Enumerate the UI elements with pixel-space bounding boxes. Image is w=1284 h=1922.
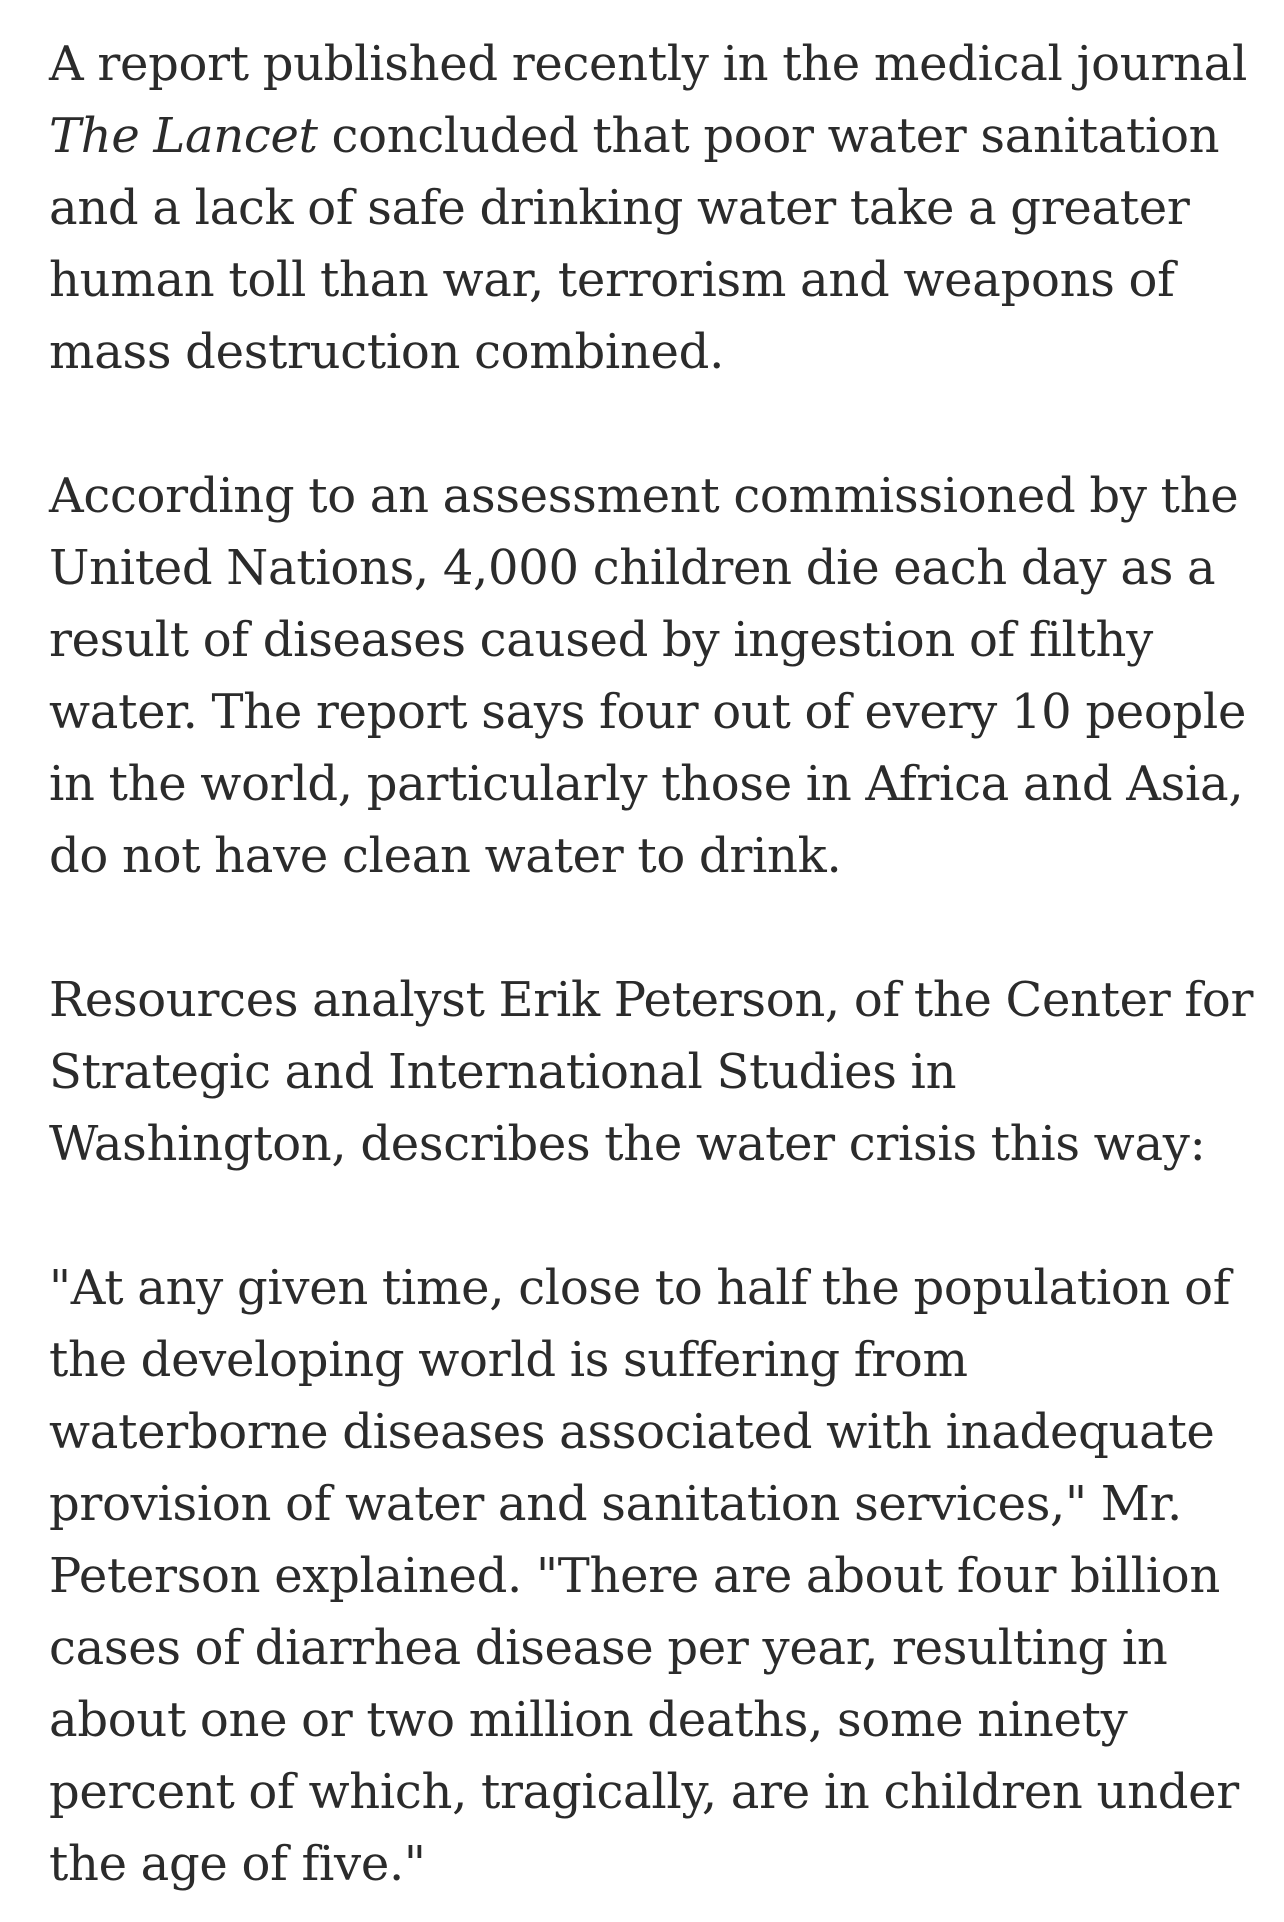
article-body [49,28,1254,1900]
paragraph-line [49,28,1249,100]
text-segment: cases of diarrhea disease per year, resulting in [49,1620,1168,1676]
paragraph-line [49,1036,1249,1108]
text-segment: United Nations, 4,000 children die each day as a [49,540,1216,596]
paragraph-line [49,1540,1249,1612]
text-segment: According to an assessment commissioned by the [49,468,1239,524]
paragraph-line [49,316,1249,388]
text-segment: provision of water and sanitation services," Mr. [49,1476,1182,1532]
text-segment: do not have clean water to drink. [49,828,842,884]
text-segment: Washington, describes the water crisis this way: [49,1116,1206,1172]
text-segment: Resources analyst Erik Peterson, of the Center for [49,972,1254,1028]
text-segment: the developing world is suffering from [49,1332,968,1388]
text-segment: waterborne diseases associated with inadequate [49,1404,1215,1460]
paragraph-line [49,1756,1249,1828]
article-paragraph [49,28,1249,388]
paragraph-line [49,1612,1249,1684]
text-segment: percent of which, tragically, are in children under [49,1764,1239,1820]
text-segment: about one or two million deaths, some ninety [49,1692,1128,1748]
text-segment: Peterson explained. "There are about four billion [49,1548,1220,1604]
text-segment: concluded that poor water sanitation [317,108,1220,164]
paragraph-line [49,1108,1249,1180]
paragraph-line [49,604,1249,676]
paragraph-line [49,1252,1249,1324]
paragraph-line [49,244,1249,316]
text-segment: result of diseases caused by ingestion of filthy [49,612,1153,668]
article-paragraph [49,460,1249,892]
text-segment: Strategic and International Studies in [49,1044,957,1100]
article-paragraph [49,964,1254,1180]
text-segment: the age of five." [49,1836,426,1892]
paragraph-line [49,1684,1249,1756]
article-paragraph [49,1252,1249,1900]
italic-text: The Lancet [49,108,318,164]
paragraph-line [49,1828,1249,1900]
paragraph-line [49,1468,1249,1540]
text-segment: mass destruction combined. [49,324,725,380]
paragraph-line [49,532,1249,604]
paragraph-line [49,1324,1249,1396]
paragraph-line [49,460,1249,532]
text-segment: "At any given time, close to half the population of [49,1260,1231,1316]
paragraph-line [49,748,1249,820]
text-segment: in the world, particularly those in Africa and Asia, [49,756,1244,812]
text-segment: and a lack of safe drinking water take a greater [49,180,1190,236]
text-segment: human toll than war, terrorism and weapons of [49,252,1175,308]
text-segment: water. The report says four out of every 10 people [49,684,1247,740]
paragraph-line [49,676,1249,748]
paragraph-line [49,100,1249,172]
paragraph-line [49,172,1249,244]
paragraph-line [49,1396,1249,1468]
paragraph-line [49,964,1254,1036]
paragraph-line [49,820,1249,892]
text-segment: A report published recently in the medical journal [49,36,1247,92]
